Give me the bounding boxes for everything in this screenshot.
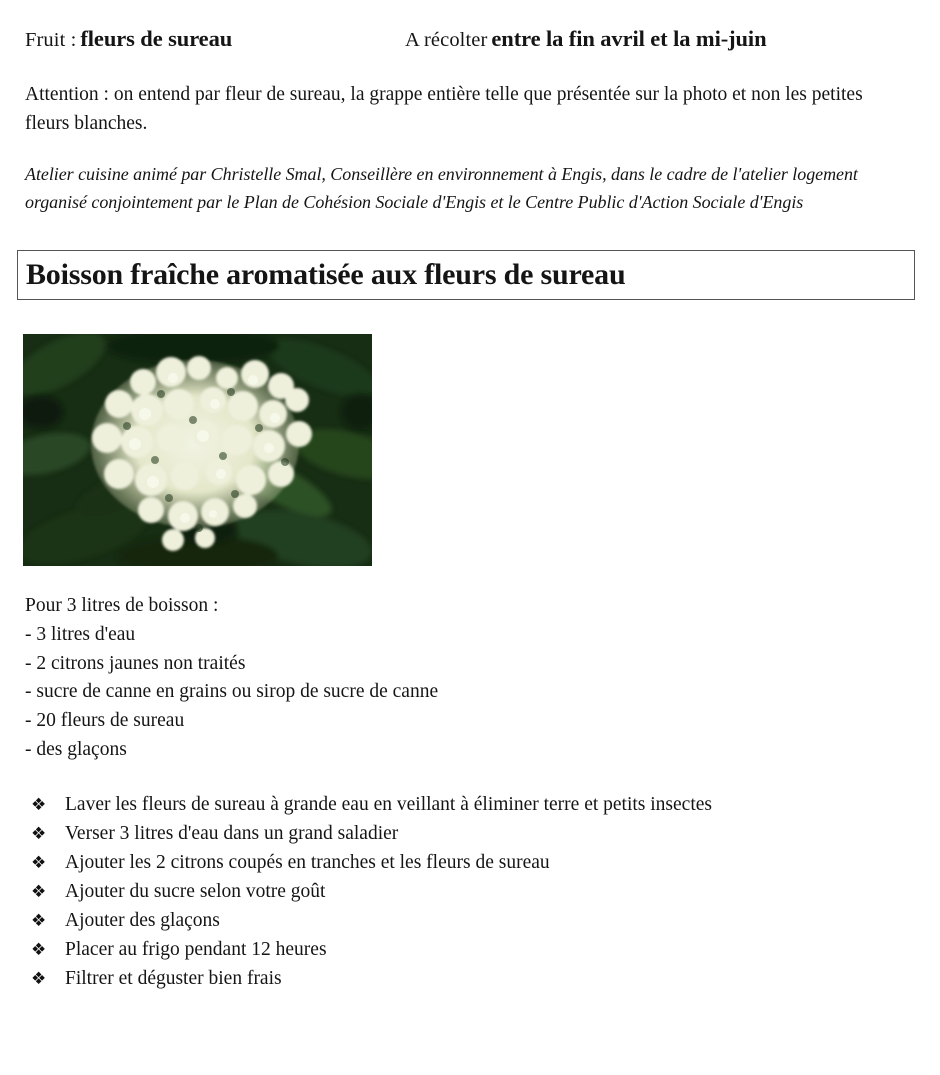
harvest-label: A récolter [405, 29, 488, 51]
steps-block [25, 790, 905, 993]
elderflower-photo-graphic [23, 334, 372, 566]
step-item [25, 877, 905, 906]
elderflower-photo [23, 334, 372, 566]
step-text: Ajouter les 2 citrons coupés en tranches et les fleurs de sureau [65, 852, 550, 873]
ingredient-item: - 3 litres d'eau [25, 623, 136, 645]
step-text: Ajouter du sucre selon votre goût [65, 881, 326, 902]
floret-bullet-icon: ❖ [31, 882, 47, 902]
fruit-label: Fruit : [25, 29, 77, 51]
harvest-value: entre la fin avril et la mi-juin [491, 26, 767, 51]
step-text: Placer au frigo pendant 12 heures [65, 939, 327, 960]
step-item [25, 906, 905, 935]
attention-note: Attention : on entend par fleur de sureau, la grappe entière telle que présentée sur la photo et non les petites fleurs blanches. [25, 83, 863, 134]
ingredients-heading: Pour 3 litres de boisson : [25, 595, 219, 616]
floret-bullet-icon: ❖ [31, 824, 47, 844]
ingredients-block [25, 592, 625, 765]
recipe-title: Boisson fraîche aromatisée aux fleurs de sureau [26, 258, 626, 291]
ingredient-item: - sucre de canne en grains ou sirop de sucre de canne [25, 681, 439, 703]
fruit-group [25, 26, 232, 52]
floret-bullet-icon: ❖ [31, 940, 47, 960]
ingredient-item: - des glaçons [25, 738, 127, 760]
header-line [25, 26, 915, 56]
step-text: Filtrer et déguster bien frais [65, 968, 282, 989]
recipe-title-box [17, 250, 915, 300]
harvest-group [405, 26, 767, 52]
floret-bullet-icon: ❖ [31, 969, 47, 989]
workshop-credit: Atelier cuisine animé par Christelle Smal, Conseillère en environnement à Engis, dans le cadre de l'atelier logement organisé conjointement par le Plan de Cohésion Sociale d'Engis et le Centre Public d'Action Sociale d'Engis [25, 164, 858, 212]
step-item [25, 935, 905, 964]
step-text: Laver les fleurs de sureau à grande eau en veillant à éliminer terre et petits insectes [65, 794, 712, 815]
fruit-value: fleurs de sureau [80, 26, 233, 51]
step-item [25, 790, 905, 819]
floret-bullet-icon: ❖ [31, 853, 47, 873]
step-text: Ajouter des glaçons [65, 910, 220, 931]
step-item [25, 819, 905, 848]
floret-bullet-icon: ❖ [31, 911, 47, 931]
step-item [25, 848, 905, 877]
ingredient-item: - 2 citrons jaunes non traités [25, 652, 246, 674]
step-item [25, 964, 905, 993]
step-text: Verser 3 litres d'eau dans un grand saladier [65, 823, 399, 844]
floret-bullet-icon: ❖ [31, 795, 47, 815]
ingredient-item: - 20 fleurs de sureau [25, 710, 185, 732]
